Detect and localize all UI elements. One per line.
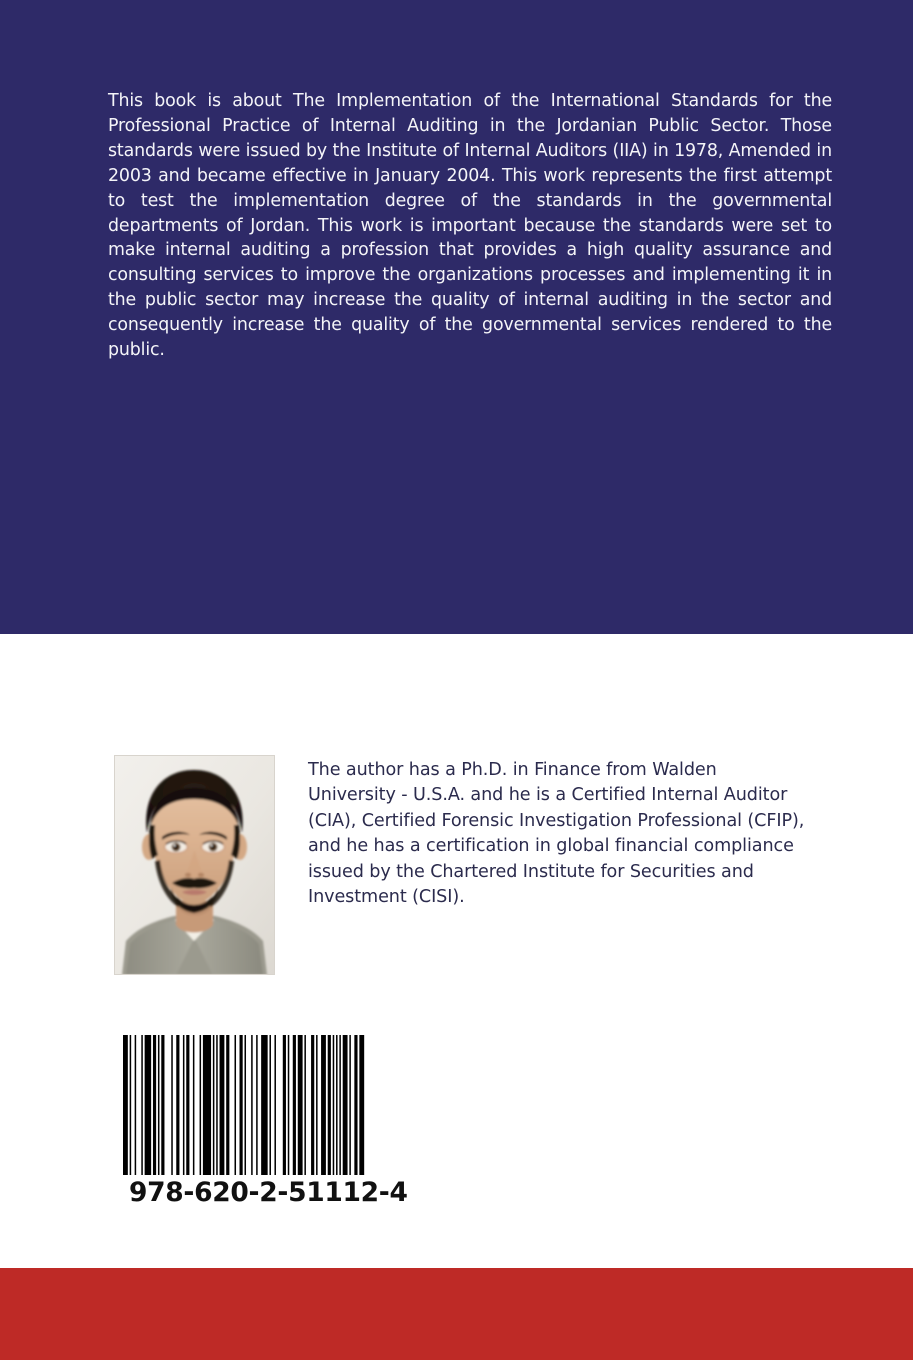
author-portrait-photo (114, 755, 275, 975)
isbn-barcode (123, 1035, 366, 1175)
book-description-text: This book is about The Implementation of the International Standards for the Professional Practice of Internal Auditing in the Jordanian Public Sector. Those standards were issued by the Institute of Internal Auditors (IIA) in 1978, Amended in 2003 and became effective in January 2004. This work represents the first attempt to test the implementation degree of the standards in the governmental departments of Jordan. This work is important because the standards were set to make internal auditing a profession that provides a high quality assurance and consulting services to improve the organizations processes and implementing it in the public sector may increase the quality of internal auditing in the sector and consequently increase the quality of the governmental services rendered to the public. (108, 91, 832, 361)
author-bio-text: The author has a Ph.D. in Finance from Walden University - U.S.A. and he is a Certified Internal Auditor (CIA), Certified Forensic Investigation Professional (CFIP), and he has a certification in global financial compliance issued by the Chartered Institute for Securities and Investment (CISI). (308, 760, 805, 908)
blurb-panel (0, 0, 913, 634)
isbn-number-label: 978-620-2-51112-4 (129, 1177, 408, 1208)
barcode-bars (123, 1035, 366, 1175)
red-footer-band (0, 1268, 913, 1360)
